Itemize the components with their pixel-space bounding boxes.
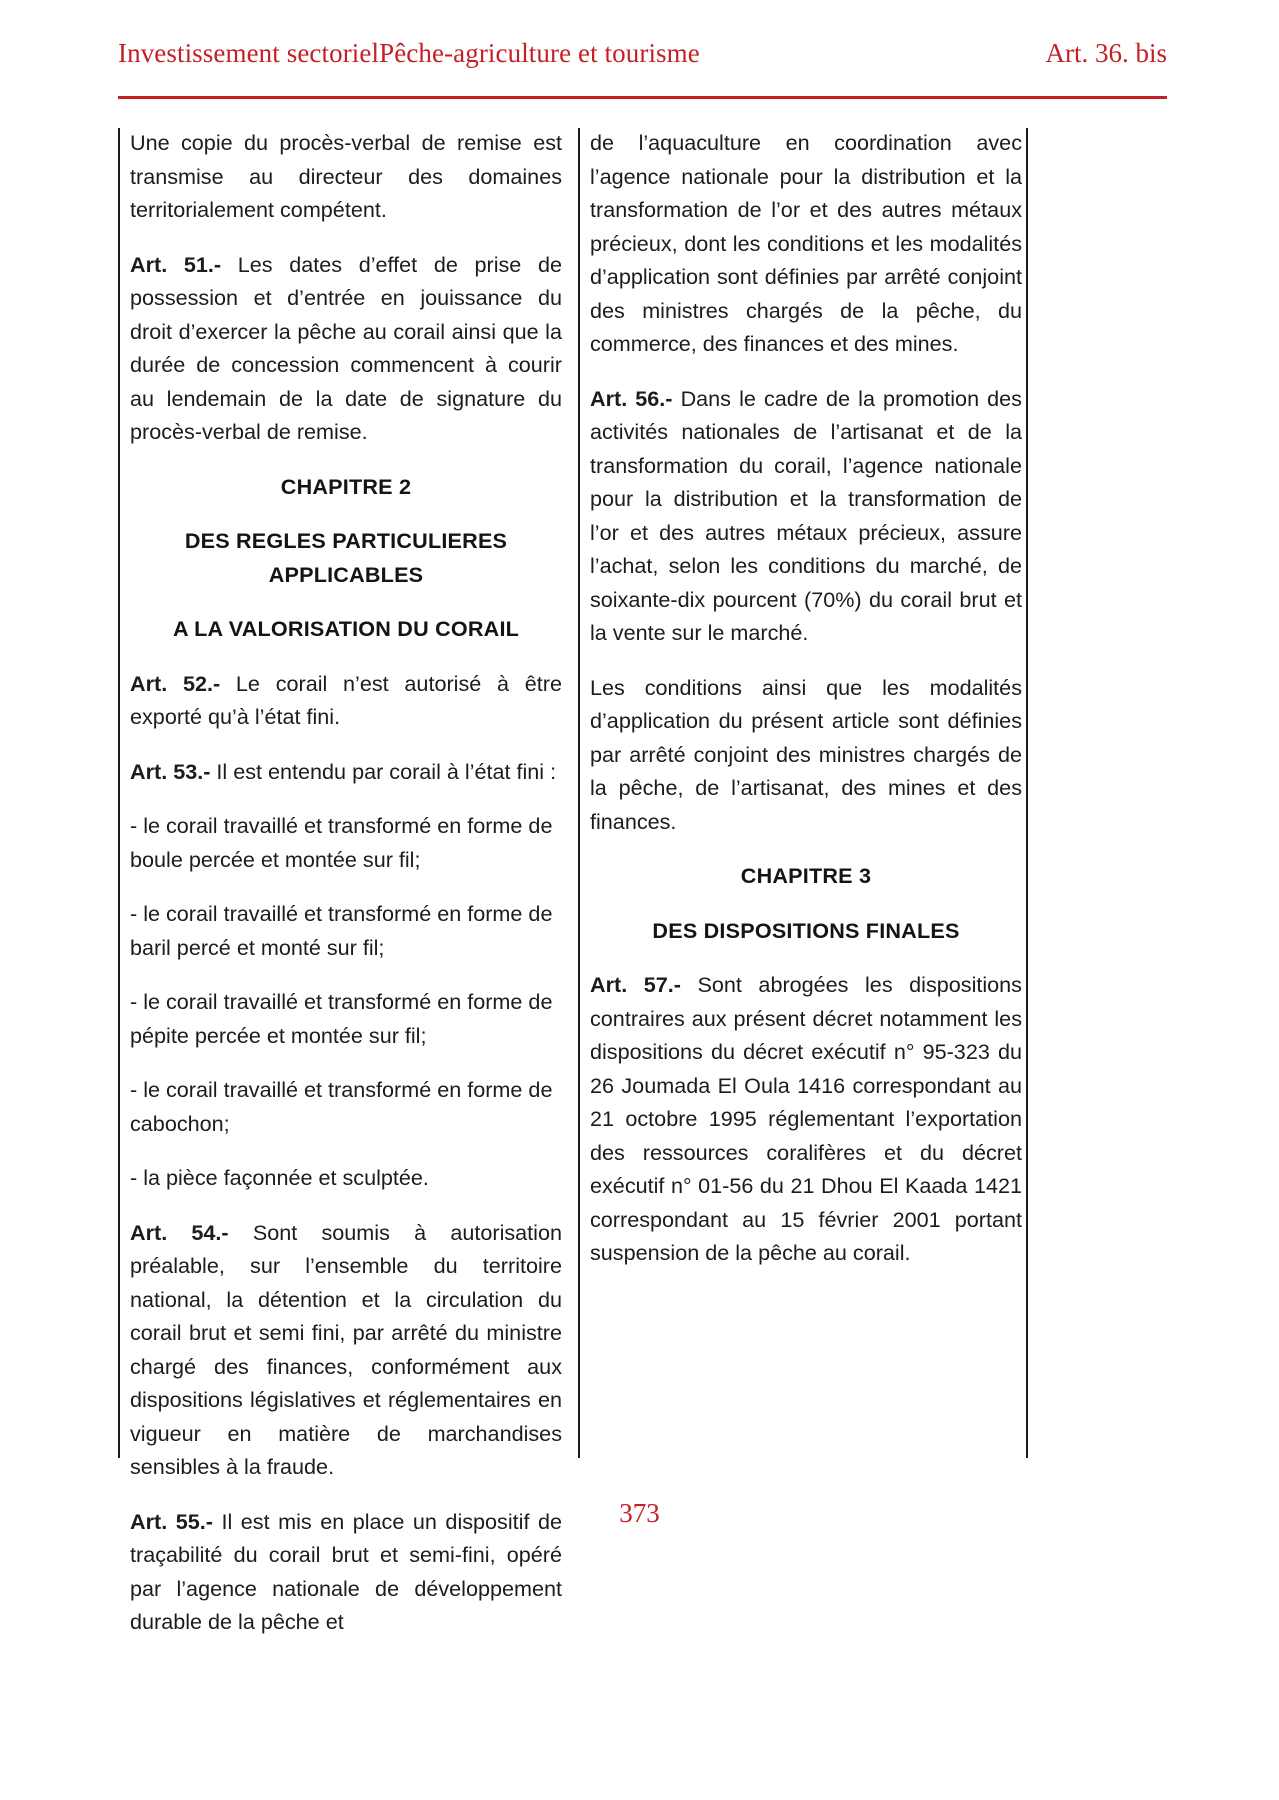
article-body-text: Dans le cadre de la promotion des activités nationales de l’artisanat et de la transformation du corail, l’agence nationale pour la distribution et la transformation de l’or et des autres métaux précieux, assure l’achat, selon les conditions du marché, de soixante-dix pourcent (70%) du corail brut et la vente sur le marché.: [590, 385, 1022, 645]
article-paragraph: [130, 755, 562, 789]
article-paragraph: [130, 667, 562, 734]
article-body-text: Les dates d’effet de prise de possession et d’entrée en jouissance du droit d’exercer la pêche au corail ainsi que la durée de concession commencent à courir au lendemain de la date de signature du procès-verbal de remise.: [130, 251, 562, 444]
article-body-text: Le corail n’est autorisé à être exporté qu’à l’état fini.: [130, 670, 562, 729]
right-column-rule: [1026, 128, 1028, 1458]
article-label: Art. 57.-: [590, 972, 681, 997]
body-paragraph: de l’aquaculture en coordination avec l’agence nationale pour la distribution et la transformation de l’or et des autres métaux précieux, dont les conditions et les modalités d’application sont définies par arrêté conjoint des ministres chargés de la pêche, du commerce, des finances et des mines.: [590, 130, 1022, 356]
body-paragraph: Une copie du procès-verbal de remise est transmise au directeur des domaines territorialement compétent.: [130, 130, 562, 222]
section-heading: CHAPITRE 3: [740, 863, 872, 888]
middle-column-rule: [578, 128, 580, 1458]
article-paragraph: [130, 1216, 562, 1484]
article-label: Art. 52.-: [130, 670, 221, 696]
list-item: - la pièce façonnée et sculptée.: [130, 1165, 429, 1190]
section-heading: DES REGLES PARTICULIERES APPLICABLES: [184, 528, 508, 587]
article-body-text: Il est mis en place un dispositif de traçabilité du corail brut et semi-fini, opéré par l’agence nationale de développement durable de la pêche et: [130, 1508, 562, 1634]
list-item: - le corail travaillé et transformé en forme de cabochon;: [130, 1077, 553, 1136]
article-body-text: Sont abrogées les dispositions contraires aux présent décret notamment les dispositions du décret exécutif n° 95-323 du 26 Joumada El Oula 1416 correspondant au 21 octobre 1995 réglementant l’exportation des ressources coralifères et du décret exécutif n° 01-56 du 21 Dhou El Kaada 1421 correspondant au 15 février 2001 portant suspension de la pêche au corail.: [590, 972, 1022, 1265]
section-heading: A LA VALORISATION DU CORAIL: [172, 616, 520, 641]
section-heading: DES DISPOSITIONS FINALES: [652, 917, 960, 943]
list-item: - le corail travaillé et transformé en forme de boule percée et montée sur fil;: [130, 813, 553, 872]
article-label: Art. 54.-: [130, 1219, 229, 1245]
page-number: 373: [619, 1498, 660, 1528]
list-item: - le corail travaillé et transformé en forme de baril percé et monté sur fil;: [130, 901, 553, 960]
article-paragraph: [590, 968, 1022, 1270]
article-label: Art. 56.-: [590, 385, 673, 411]
list-item: - le corail travaillé et transformé en forme de pépite percée et montée sur fil;: [130, 989, 553, 1048]
right-text-column: [590, 126, 1022, 1270]
article-body-text: Sont soumis à autorisation préalable, sur l’ensemble du territoire national, la détention et la circulation du corail brut et semi fini, par arrêté du ministre chargé des finances, conformément aux dispositions législatives et réglementaires en vigueur en matière de marchandises sensibles à la fraude.: [130, 1219, 562, 1479]
article-paragraph: [590, 382, 1022, 650]
header-title: Investissement sectorielPêche-agriculture et tourisme: [118, 38, 700, 68]
header-divider-rule: [118, 96, 1167, 99]
left-text-column: [130, 126, 562, 1639]
left-column-rule: [118, 128, 120, 1458]
article-label: Art. 53.-: [130, 758, 211, 784]
header-article-reference: Art. 36. bis: [1045, 38, 1167, 68]
page-header: [118, 38, 1167, 84]
article-body-text: Il est entendu par corail à l’état fini :: [210, 758, 557, 784]
article-paragraph: [130, 248, 562, 449]
article-label: Art. 55.-: [130, 1508, 213, 1534]
article-label: Art. 51.-: [130, 251, 222, 277]
section-heading: CHAPITRE 2: [280, 473, 412, 499]
body-paragraph: Les conditions ainsi que les modalités d’application du présent article sont définies par arrêté conjoint des ministres chargés de la pêche, de l’artisanat, des mines et des finances.: [590, 674, 1022, 834]
